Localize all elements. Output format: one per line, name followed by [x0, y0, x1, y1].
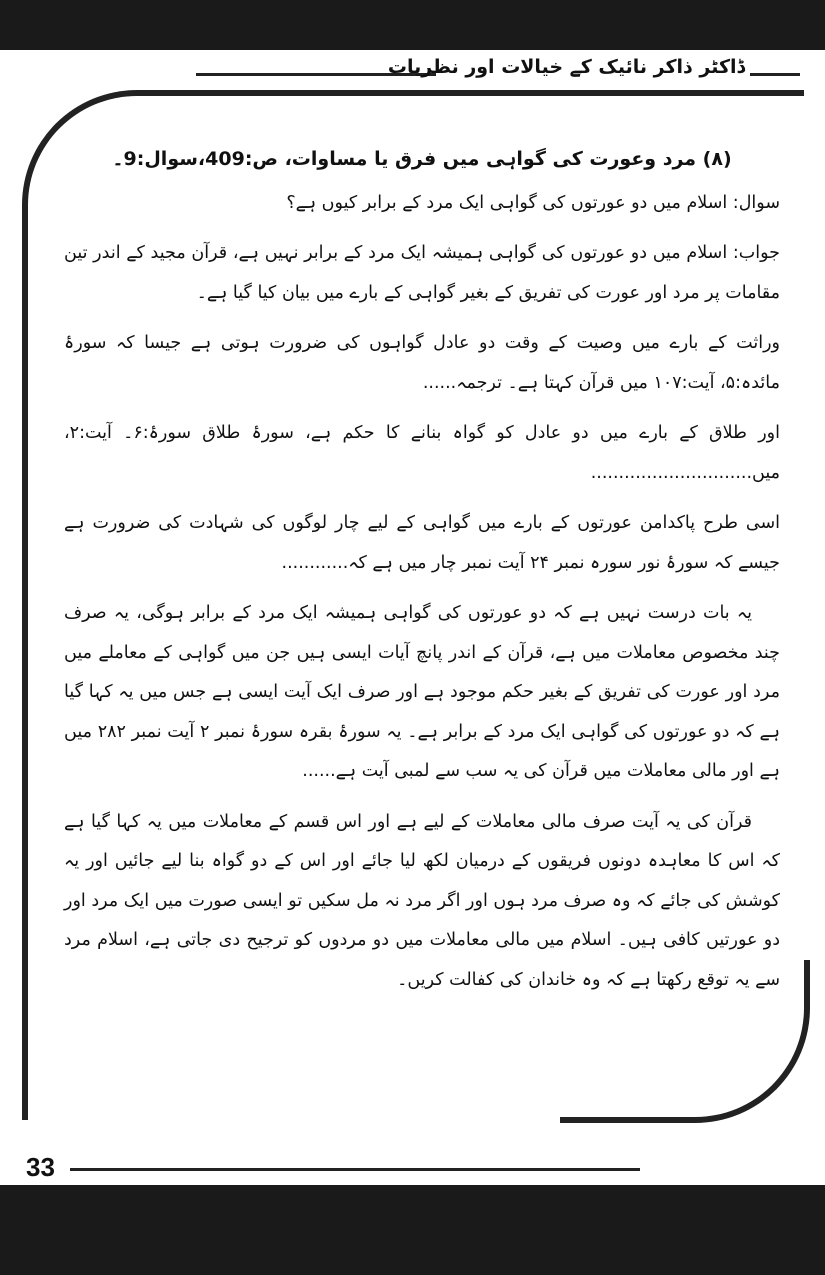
bottom-scan-border — [0, 1185, 825, 1275]
page-content — [64, 140, 780, 1011]
top-scan-border — [0, 0, 825, 50]
page-number: 33 — [26, 1152, 55, 1182]
answer-paragraph: جواب: اسلام میں دو عورتوں کی گواہی ہمیشہ ایک مرد کے برابر نہیں ہے، قرآن مجید کے اندر تین مقامات پر مرد اور عورت کی تفریق کے بغیر گواہی کے بارے میں بیان کیا گیا ہے۔ — [64, 243, 780, 303]
inheritance-paragraph: وراثت کے بارے میں وصیت کے وقت دو عادل گواہوں کی ضرورت ہوتی ہے جیسا کہ سورۂ مائدہ:۵، آیت:۱۰۷ میں قرآن کہتا ہے۔ ترجمہ...... — [64, 333, 780, 393]
divorce-paragraph: اور طلاق کے بارے میں دو عادل کو گواہ بنانے کا حکم ہے، سورۂ طلاق سورۂ:۶۔ آیت:۲، میں............................. — [64, 423, 780, 483]
running-header-title: ڈاکٹر ذاکر نائیک کے خیالات اور نظریات — [387, 56, 745, 78]
chastity-paragraph: اسی طرح پاکدامن عورتوں کے بارے میں گواہی کے لیے چار لوگوں کی شہادت کی ضرورت ہے جیسے کہ سورۂ نور سورہ نمبر ۲۴ آیت نمبر چار میں ہے کہ............ — [64, 513, 780, 573]
question-paragraph: سوال: اسلام میں دو عورتوں کی گواہی ایک مرد کے برابر کیوں ہے؟ — [286, 192, 780, 213]
section-title: (۸) مرد وعورت کی گواہی میں فرق یا مساوات، ص:409،سوال:9۔ — [112, 148, 732, 170]
footer-rule — [70, 1168, 640, 1171]
financial-paragraph: قرآن کی یہ آیت صرف مالی معاملات کے لیے ہے اور اس قسم کے معاملات میں یہ کہا گیا ہے کہ اس کا معاہدہ دونوں فریقوں کے درمیان لکھ لیا جائے اور اس کے دو گواہ بنا لیے جائیں اور یہ کوشش کی جائے کہ وہ صرف مرد ہوں اور اگر مرد نہ مل سکیں تو ایسی صورت میں ایک مرد اور دو عورتیں کافی ہیں۔ اسلام میں مالی معاملات میں دو مردوں کو ترجیح دی جاتی ہے، اسلام مرد سے یہ توقع رکھتا ہے کہ وہ خاندان کی کفالت کریں۔ — [64, 811, 780, 990]
testimony-paragraph: یہ بات درست نہیں ہے کہ دو عورتوں کی گواہی ہمیشہ ایک مرد کے برابر ہوگی، یہ صرف چند مخصوص معاملات میں ہے، قرآن کے اندر پانچ آیات ایسی ہیں جن میں گواہی کے معاملے میں مرد اور عورت کی تفریق کے بغیر حکم موجود ہے اور صرف ایک آیت ایسی ہے جس میں یہ کہا گیا ہے کہ دو عورتوں کی گواہی ایک مرد کے برابر ہے۔ یہ سورۂ بقرہ سورۂ نمبر ۲ آیت نمبر ۲۸۲ میں ہے اور مالی معاملات میں قرآن کی یہ سب سے لمبی آیت ہے...... — [64, 603, 781, 781]
header-rule-right — [750, 73, 800, 76]
